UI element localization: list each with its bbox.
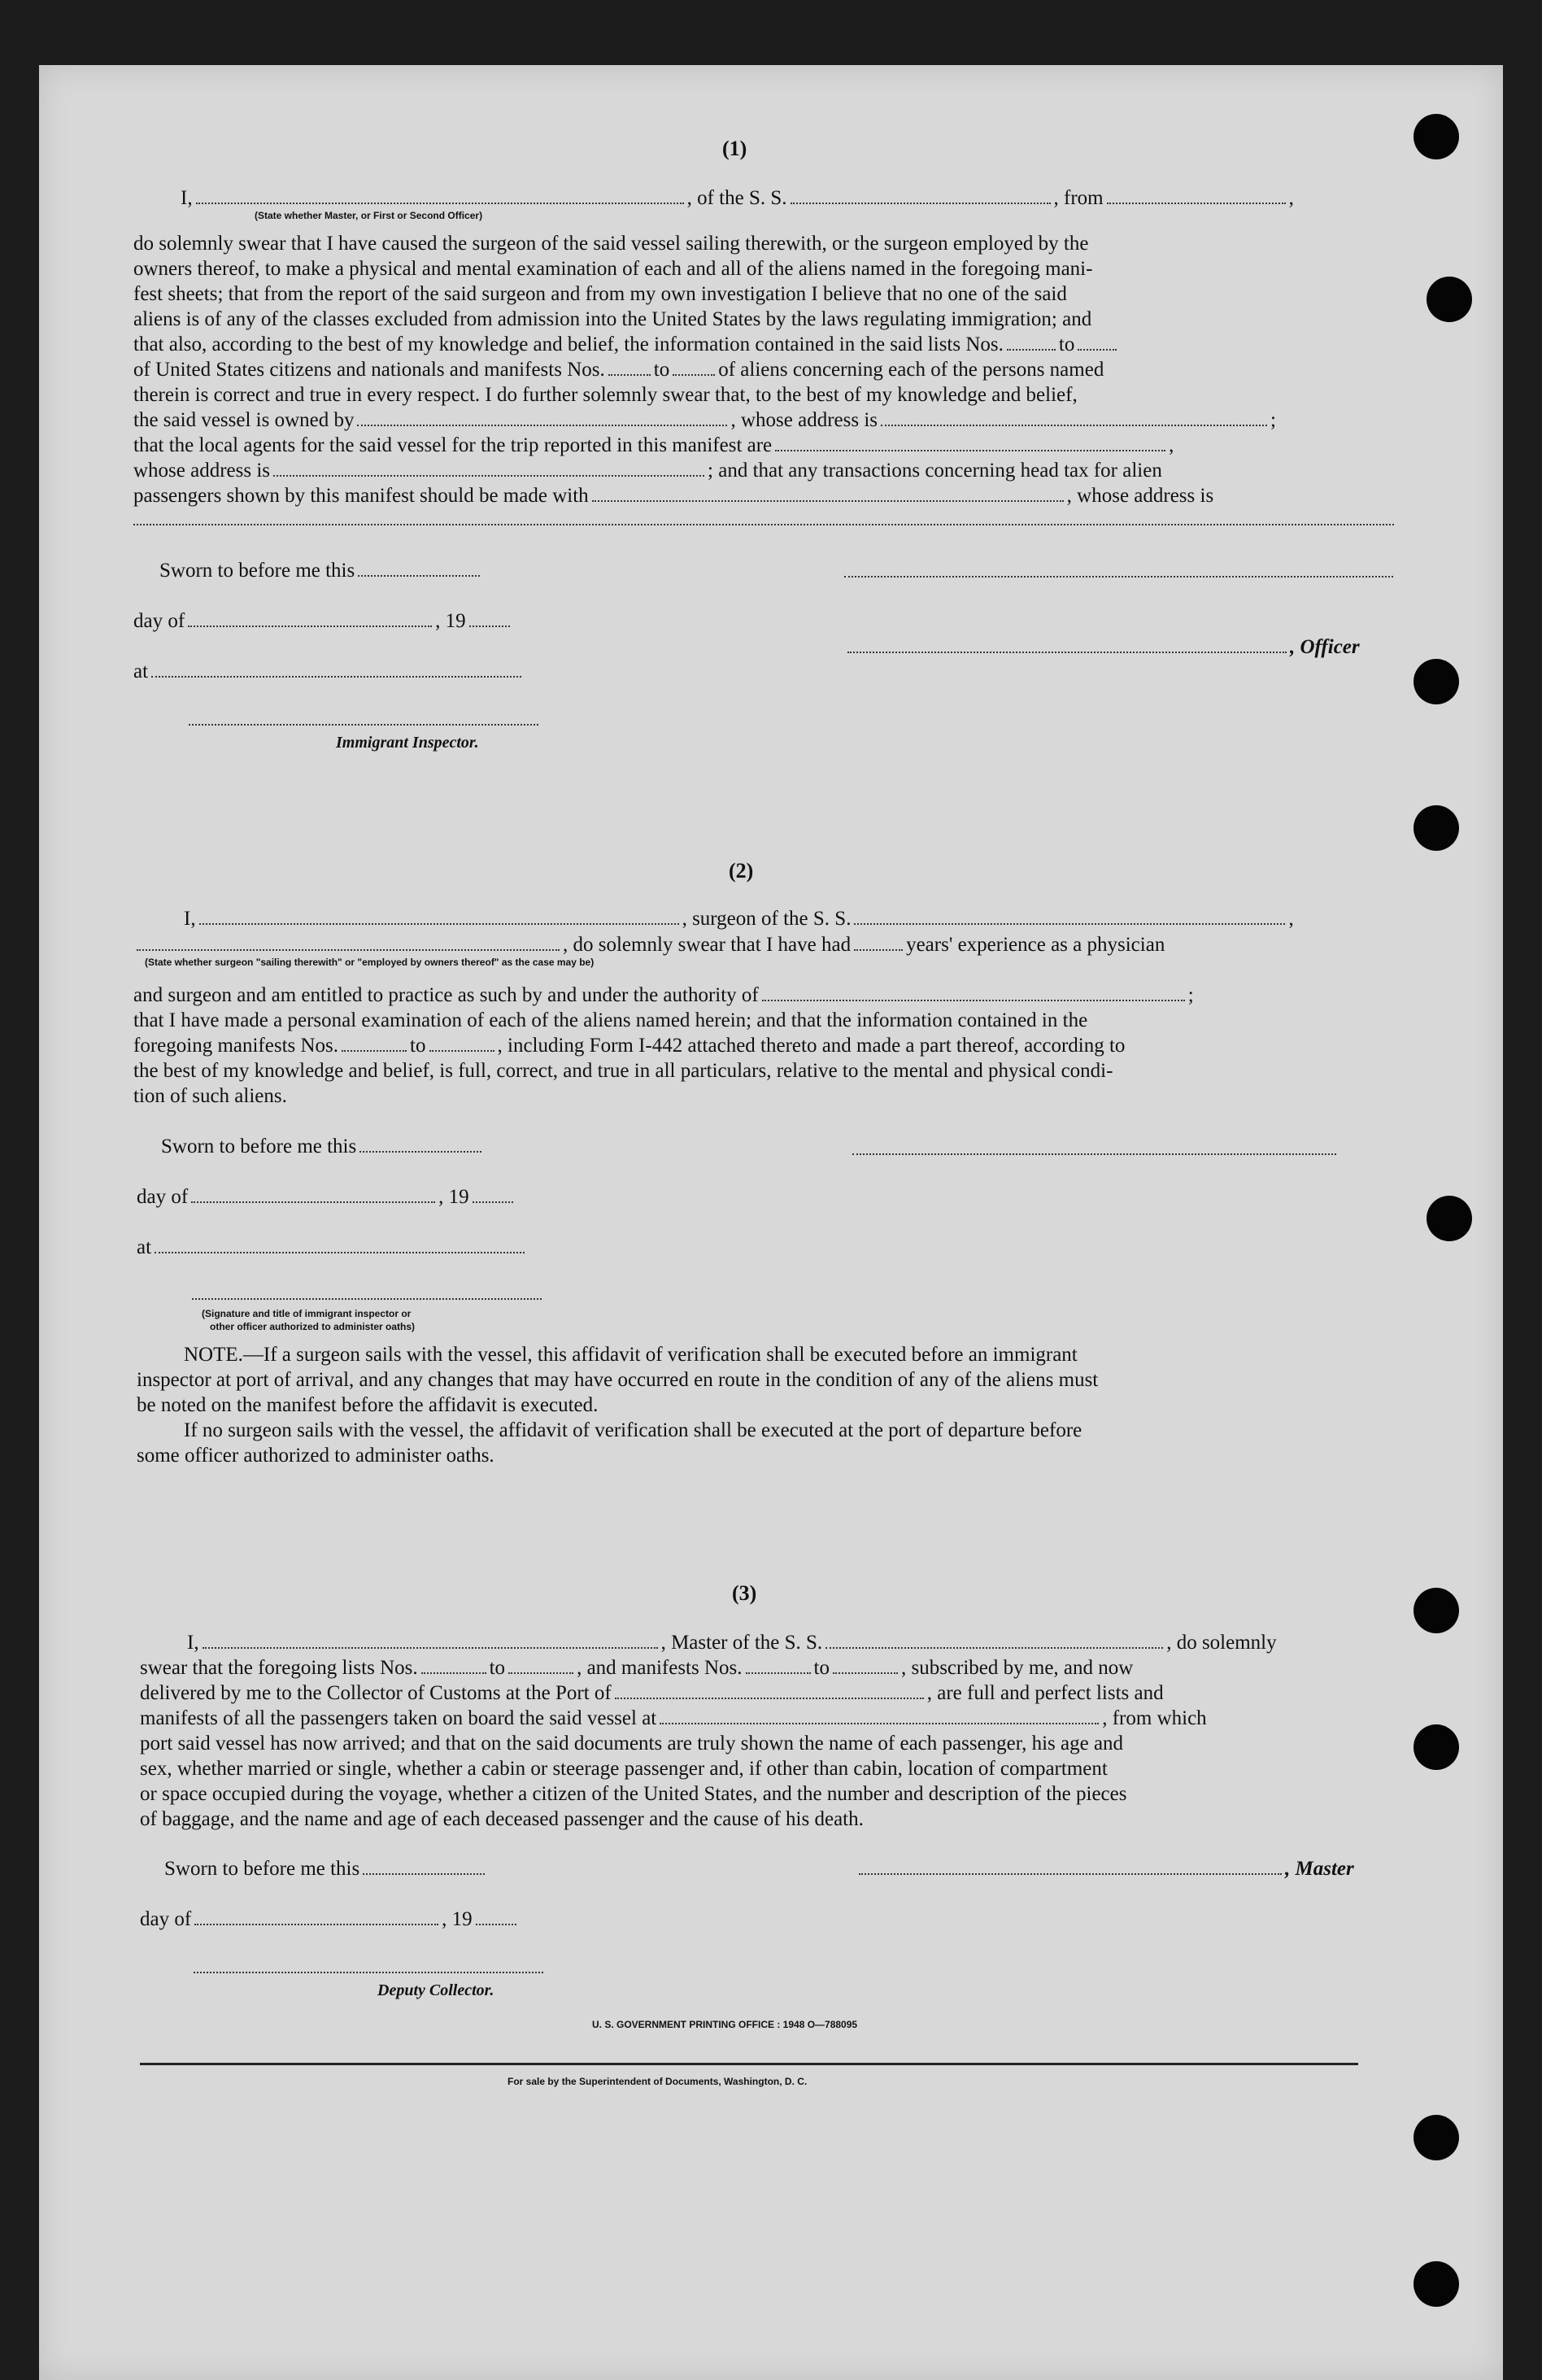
s3-deputy-line: [194, 1970, 543, 1973]
s2-line-6: the best of my knowledge and belief, is full, correct, and true in all particulars, relative to the mental and physical condi-: [133, 1060, 1113, 1082]
s1-line-10: that the local agents for the said vessel for the trip reported in this manifest are ,: [133, 434, 1174, 456]
s3-line-7: or space occupied during the voyage, whether a citizen of the United States, and the number and description of the pieces: [140, 1783, 1127, 1805]
s3-day-of: day of , 19: [140, 1907, 520, 1932]
s1-line-11: whose address is ; and that any transactions concerning head tax for alien: [133, 460, 1162, 482]
s1-line-8: therein is correct and true in every respect. I do further solemnly swear that, to the best of my knowledge and belief,: [133, 384, 1078, 406]
s3-line-2: swear that the foregoing lists Nos. to , and manifests Nos. to , subscribed by me, and now: [140, 1657, 1134, 1679]
punch-hole: [1414, 114, 1459, 159]
footer-rule: [140, 2063, 1358, 2065]
s1-inspector-caption: Immigrant Inspector.: [336, 734, 479, 752]
s3-line-8: of baggage, and the name and age of each deceased passenger and the cause of his death.: [140, 1808, 864, 1830]
s1-inspector-line: [189, 722, 538, 726]
s2-line-5: foregoing manifests Nos. to , including Form I-442 attached thereto and made a part thereof, according to: [133, 1035, 1126, 1057]
s2-note-3: be noted on the manifest before the affidavit is executed.: [137, 1394, 599, 1416]
s2-sig-caption-1: (Signature and title of immigrant inspector or: [202, 1308, 412, 1319]
s2-line-2: , do solemnly swear that I have had years' experience as a physician: [133, 932, 1165, 957]
s1-line-2: do solemnly swear that I have caused the surgeon of the said vessel sailing therewith, or the surgeon employed by the: [133, 233, 1089, 255]
s2-note-2: inspector at port of arrival, and any changes that may have occurred en route in the condition of any of the aliens must: [137, 1369, 1099, 1391]
s3-line-3: delivered by me to the Collector of Customs at the Port of , are full and perfect lists and: [140, 1682, 1164, 1704]
s2-sworn: Sworn to before me this: [161, 1134, 485, 1159]
s1-line-1: I, , of the S. S. , from ,: [181, 187, 1294, 209]
gpo-imprint: U. S. GOVERNMENT PRINTING OFFICE : 1948 O—788095: [592, 2019, 858, 2030]
s2-line-7: tion of such aliens.: [133, 1085, 287, 1107]
punch-hole: [1414, 2261, 1459, 2307]
s1-line-4: fest sheets; that from the report of the said surgeon and from my own investigation I believe that no one of the said: [133, 283, 1067, 305]
s1-line-12: passengers shown by this manifest should be made with , whose address is: [133, 485, 1214, 507]
s1-caption: (State whether Master, or First or Second Officer): [255, 210, 483, 221]
s1-at: at: [133, 659, 525, 684]
s2-inspector-line: [192, 1297, 542, 1300]
punch-hole: [1414, 2115, 1459, 2160]
s1-line-3: owners thereof, to make a physical and mental examination of each and all of the aliens named in the foregoing mani-: [133, 258, 1093, 280]
s2-signature-line: [852, 1152, 1336, 1155]
s1-sworn: Sworn to before me this: [159, 558, 483, 583]
s1-address-line: [133, 522, 1394, 525]
s2-note-5: some officer authorized to administer oaths.: [137, 1445, 494, 1467]
sale-imprint: For sale by the Superintendent of Documents, Washington, D. C.: [507, 2076, 808, 2087]
s3-line-4: manifests of all the passengers taken on board the said vessel at , from which: [140, 1707, 1207, 1729]
s3-line-1: I, , Master of the S. S. , do solemnly: [187, 1632, 1277, 1654]
punch-hole: [1427, 277, 1472, 322]
s1-officer: , Officer: [844, 634, 1360, 660]
s2-day-of: day of , 19: [137, 1184, 516, 1210]
section-2-number: (2): [729, 859, 754, 883]
punch-hole: [1427, 1196, 1472, 1241]
s2-line-4: that I have made a personal examination of each of the aliens named herein; and that the information contained in the: [133, 1009, 1088, 1031]
punch-hole: [1414, 805, 1459, 851]
punch-hole: [1414, 1588, 1459, 1633]
s2-line-3: and surgeon and am entitled to practice as such by and under the authority of ;: [133, 984, 1194, 1006]
punch-hole: [1414, 659, 1459, 704]
form-page: [39, 65, 1503, 2380]
section-3-number: (3): [732, 1581, 757, 1605]
s1-line-6: that also, according to the best of my knowledge and belief, the information contained in the said lists Nos. to: [133, 332, 1120, 357]
s3-line-6: sex, whether married or single, whether a cabin or steerage passenger and, if other than cabin, location of compartment: [140, 1758, 1108, 1780]
section-1-number: (1): [722, 137, 747, 160]
s2-note-1: NOTE.—If a surgeon sails with the vessel, this affidavit of verification shall be executed before an immigrant: [184, 1344, 1078, 1366]
punch-hole: [1414, 1724, 1459, 1770]
s3-line-5: port said vessel has now arrived; and that on the said documents are truly shown the name of each passenger, his age and: [140, 1733, 1124, 1754]
s2-at: at: [137, 1235, 528, 1260]
s3-deputy-caption: Deputy Collector.: [377, 1981, 494, 1999]
s2-sig-caption-2: other officer authorized to administer oaths): [210, 1321, 416, 1332]
s2-line-1: I, , surgeon of the S. S. ,: [184, 908, 1294, 930]
s1-officer-line-top: [844, 574, 1393, 578]
s1-line-5: aliens is of any of the classes excluded from admission into the United States by the laws regulating immigration; and: [133, 308, 1092, 330]
s2-note-4: If no surgeon sails with the vessel, the affidavit of verification shall be executed at the port of departure before: [184, 1419, 1082, 1441]
s1-line-7: of United States citizens and nationals and manifests Nos. to of aliens concerning each of the persons named: [133, 359, 1104, 381]
s2-caption: (State whether surgeon "sailing therewith" or "employed by owners thereof" as the case may be): [145, 957, 595, 968]
s1-day-of: day of , 19: [133, 608, 513, 634]
s1-line-9: the said vessel is owned by , whose address is ;: [133, 409, 1276, 431]
s3-master: , Master: [856, 1856, 1354, 1881]
s3-sworn: Sworn to before me this: [164, 1856, 488, 1881]
